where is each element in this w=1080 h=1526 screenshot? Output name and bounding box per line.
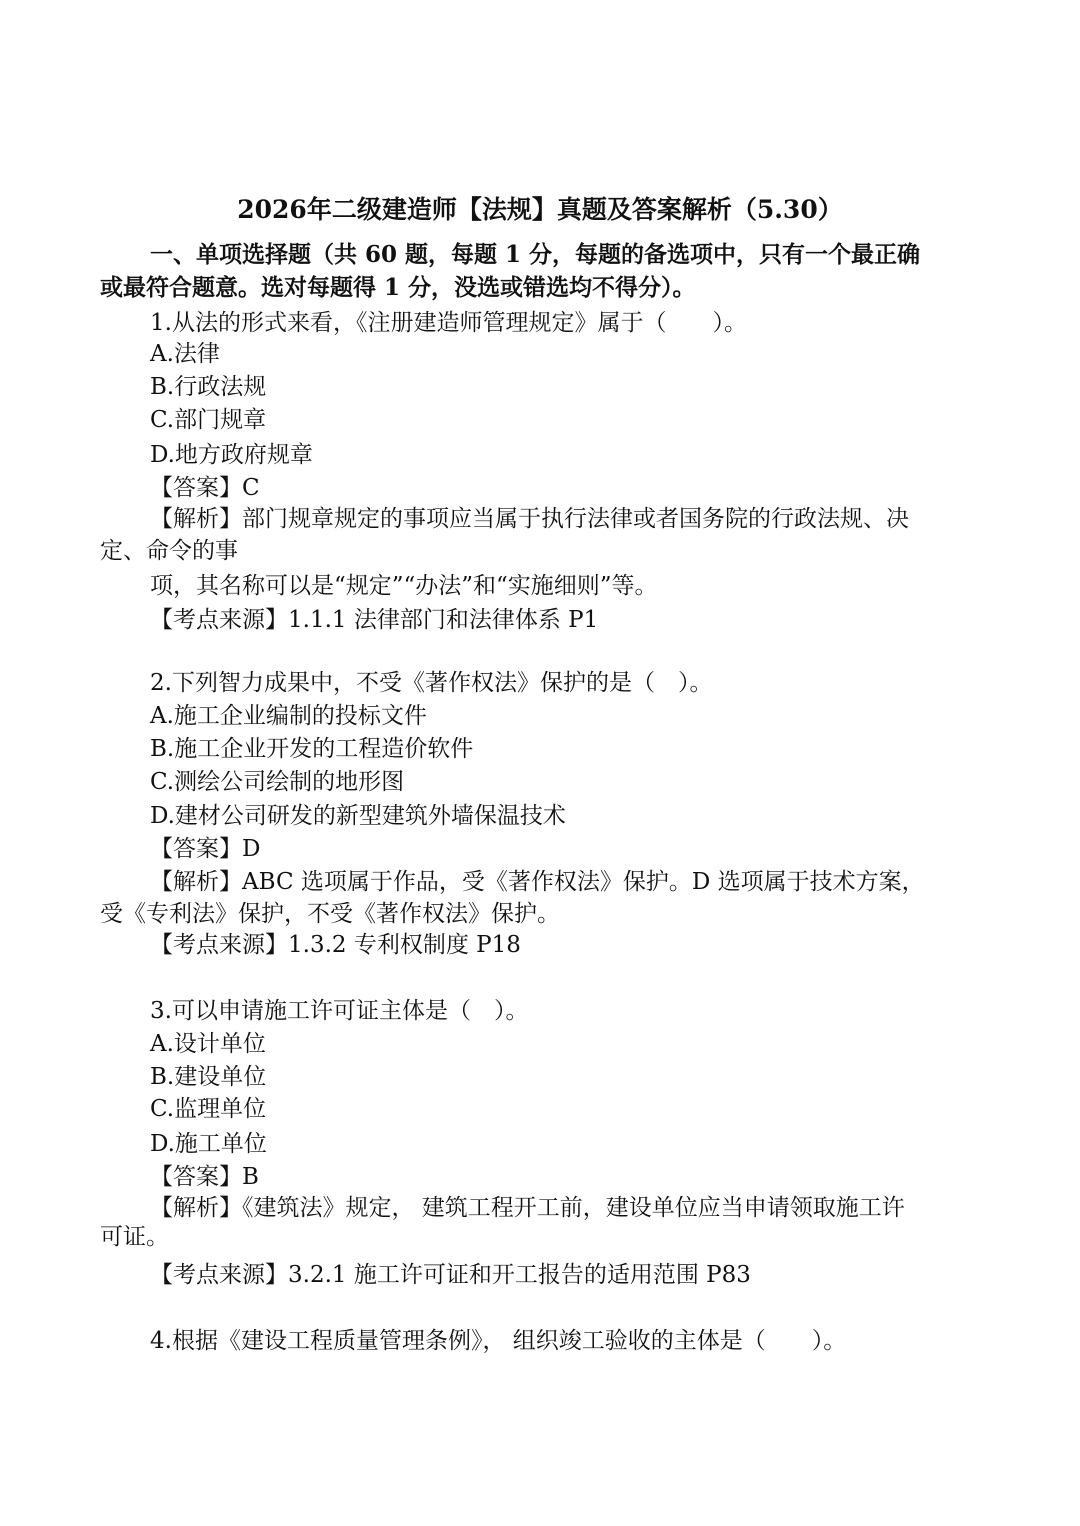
question-1-answer: 【答案】C <box>150 475 260 501</box>
question-3-option-c: C.监理单位 <box>150 1096 267 1122</box>
question-2-analysis-line-2: 受《专利法》保护，不受《著作权法》保护。 <box>100 901 560 927</box>
section-heading-line-1: 一、单项选择题（共 60 题，每题 1 分，每题的备选项中，只有一个最正确 <box>150 241 921 268</box>
question-1-option-c: C.部门规章 <box>150 407 267 433</box>
question-2-analysis-line-1: 【解析】ABC 选项属于作品，受《著作权法》保护。D 选项属于技术方案， <box>150 869 925 895</box>
question-1-stem: 1.从法的形式来看，《注册建造师管理规定》属于（ ）。 <box>150 310 747 336</box>
question-1-analysis-line-2: 定、命令的事 <box>100 538 238 564</box>
section-heading-line-2: 或最符合题意。选对每题得 1 分，没选或错选均不得分）。 <box>100 274 696 301</box>
document-title: 2026年二级建造师【法规】真题及答案解析（5.30） <box>237 195 843 224</box>
question-3-source: 【考点来源】3.2.1 施工许可证和开工报告的适用范围 P83 <box>150 1262 751 1288</box>
question-2-option-a: A.施工企业编制的投标文件 <box>150 703 427 729</box>
question-2-source: 【考点来源】1.3.2 专利权制度 P18 <box>150 932 521 958</box>
question-1-analysis-line-3: 项，其名称可以是“规定”“办法”和“实施细则”等。 <box>150 573 658 599</box>
question-4-stem: 4.根据《建设工程质量管理条例》， 组织竣工验收的主体是（ ）。 <box>150 1328 847 1354</box>
question-3-answer: 【答案】B <box>150 1164 259 1190</box>
question-3-analysis-line-1: 【解析】《建筑法》规定， 建筑工程开工前，建设单位应当申请领取施工许 <box>150 1195 905 1221</box>
question-3-option-d: D.施工单位 <box>150 1131 267 1157</box>
question-1-option-a: A.法律 <box>150 341 220 367</box>
question-1-source: 【考点来源】1.1.1 法律部门和法律体系 P1 <box>150 607 599 633</box>
question-3-analysis-line-2: 可证。 <box>100 1224 169 1250</box>
question-1-analysis-line-1: 【解析】部门规章规定的事项应当属于执行法律或者国务院的行政法规、决 <box>150 506 909 532</box>
question-2-stem: 2.下列智力成果中，不受《著作权法》保护的是（ ）。 <box>150 670 713 696</box>
question-3-option-b: B.建设单位 <box>150 1064 267 1090</box>
question-2-option-b: B.施工企业开发的工程造价软件 <box>150 736 474 762</box>
question-1-option-b: B.行政法规 <box>150 374 267 400</box>
section-heading <box>100 238 990 304</box>
question-2-option-c: C.测绘公司绘制的地形图 <box>150 769 405 795</box>
question-2-answer: 【答案】D <box>150 836 261 862</box>
question-3-stem: 3.可以申请施工许可证主体是（ ）。 <box>150 998 529 1024</box>
question-3-option-a: A.设计单位 <box>150 1031 266 1057</box>
question-1-option-d: D.地方政府规章 <box>150 442 313 468</box>
question-2-option-d: D.建材公司研发的新型建筑外墙保温技术 <box>150 803 566 829</box>
